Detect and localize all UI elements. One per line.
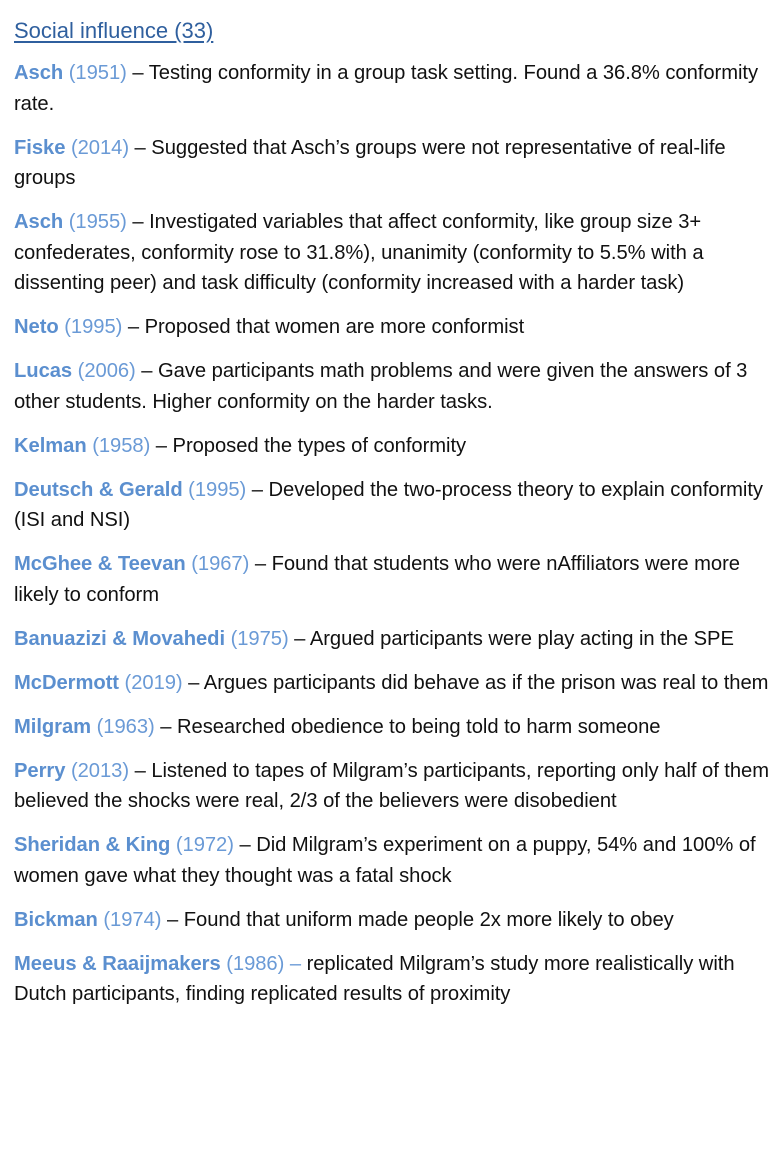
study-year: (1967) — [191, 553, 250, 575]
study-author: McGhee & Teevan — [14, 553, 186, 575]
study-author: Neto — [14, 316, 59, 338]
study-description: Investigated variables that affect conformity, like group size 3+ confederates, conformity rose to 31.8%), unanimity (conformity to 5.5% with a dissenting peer) and task difficulty (conformity increased with a harder task) — [14, 211, 704, 294]
study-dash: – — [135, 360, 159, 382]
study-year: (1995) — [64, 316, 123, 338]
study-entry — [14, 312, 774, 343]
study-year: (2006) — [77, 360, 136, 382]
study-description: Proposed the types of conformity — [172, 434, 467, 457]
study-year: (2013) — [70, 759, 130, 782]
section-heading-link[interactable]: Social influence (33) — [14, 18, 214, 43]
study-entry — [14, 905, 774, 936]
study-entry — [14, 207, 774, 299]
study-author: Meeus & Raaijmakers — [14, 952, 221, 975]
study-entry — [14, 756, 774, 817]
study-entry — [14, 431, 774, 462]
study-author: Lucas — [14, 360, 73, 382]
study-description: Argued participants were play acting in the SPE — [309, 627, 734, 650]
study-entry — [14, 949, 774, 1010]
study-dash: – — [249, 553, 272, 575]
study-dash: – — [126, 62, 149, 84]
study-year: (1974) — [103, 908, 162, 931]
study-author: Bickman — [14, 908, 98, 931]
study-description: replicated Milgram’s study more realistically with Dutch participants, finding replicated results of proximity — [14, 952, 735, 1005]
study-dash: – — [154, 715, 177, 738]
study-year: (1958) — [92, 434, 151, 457]
study-entry — [14, 668, 774, 699]
study-year: (1975) — [230, 627, 289, 650]
study-dash: – — [150, 434, 173, 457]
study-list — [14, 58, 774, 1010]
study-description: Developed the two-process theory to explain conformity (ISI and NSI) — [14, 478, 763, 531]
study-dash: – — [246, 478, 269, 501]
study-dash: – — [129, 136, 152, 159]
study-author: McDermott — [14, 671, 119, 694]
study-author: Perry — [14, 759, 66, 782]
study-year: (2014) — [70, 136, 129, 159]
study-description: Gave participants math problems and were given the answers of 3 other students. Higher conformity on the harder tasks. — [14, 360, 748, 413]
study-year: (1986) — [226, 952, 285, 975]
study-entry — [14, 133, 774, 194]
study-entry — [14, 58, 774, 119]
study-description: Researched obedience to being told to harm someone — [176, 715, 661, 738]
study-description: Suggested that Asch’s groups were not representative of real-life groups — [14, 136, 726, 189]
study-author: Deutsch & Gerald — [14, 478, 183, 501]
study-year: (2019) — [124, 671, 183, 694]
study-description: Did Milgram’s experiment on a puppy, 54% and 100% of women gave what they thought was a fatal shock — [14, 834, 756, 887]
study-description: Found that uniform made people 2x more likely to obey — [183, 908, 674, 931]
study-year: (1951) — [68, 62, 127, 84]
study-dash: – — [126, 211, 150, 233]
study-author: Asch — [14, 211, 64, 233]
study-description: Testing conformity in a group task setting. Found a 36.8% conformity rate. — [14, 62, 758, 115]
study-dash: – — [233, 834, 257, 856]
study-author: Banuazizi & Movahedi — [14, 627, 225, 650]
study-entry — [14, 830, 774, 891]
study-dash: – — [122, 316, 145, 338]
study-description: Listened to tapes of Milgram’s participants, reporting only half of them believed the shocks were real, 2/3 of the believers were disobedient — [14, 759, 769, 812]
study-year: (1972) — [175, 834, 234, 856]
study-year: (1955) — [68, 211, 127, 233]
study-author: Sheridan & King — [14, 834, 171, 856]
study-author: Milgram — [14, 715, 92, 738]
study-entry — [14, 475, 774, 536]
study-dash: – — [284, 952, 307, 975]
study-entry — [14, 712, 774, 743]
study-dash: – — [288, 627, 310, 650]
study-entry — [14, 624, 774, 655]
study-description: Argues participants did behave as if the prison was real to them — [203, 671, 769, 694]
study-description: Found that students who were nAffiliators were more likely to conform — [14, 553, 740, 606]
study-author: Asch — [14, 62, 64, 84]
study-dash: – — [182, 671, 204, 694]
study-description: Proposed that women are more conformist — [144, 316, 525, 338]
study-dash: – — [161, 908, 184, 931]
study-entry — [14, 356, 774, 417]
study-year: (1963) — [96, 715, 155, 738]
study-author: Fiske — [14, 136, 66, 159]
study-entry — [14, 549, 774, 610]
study-dash: – — [129, 759, 152, 782]
study-author: Kelman — [14, 434, 87, 457]
study-year: (1995) — [188, 478, 247, 501]
